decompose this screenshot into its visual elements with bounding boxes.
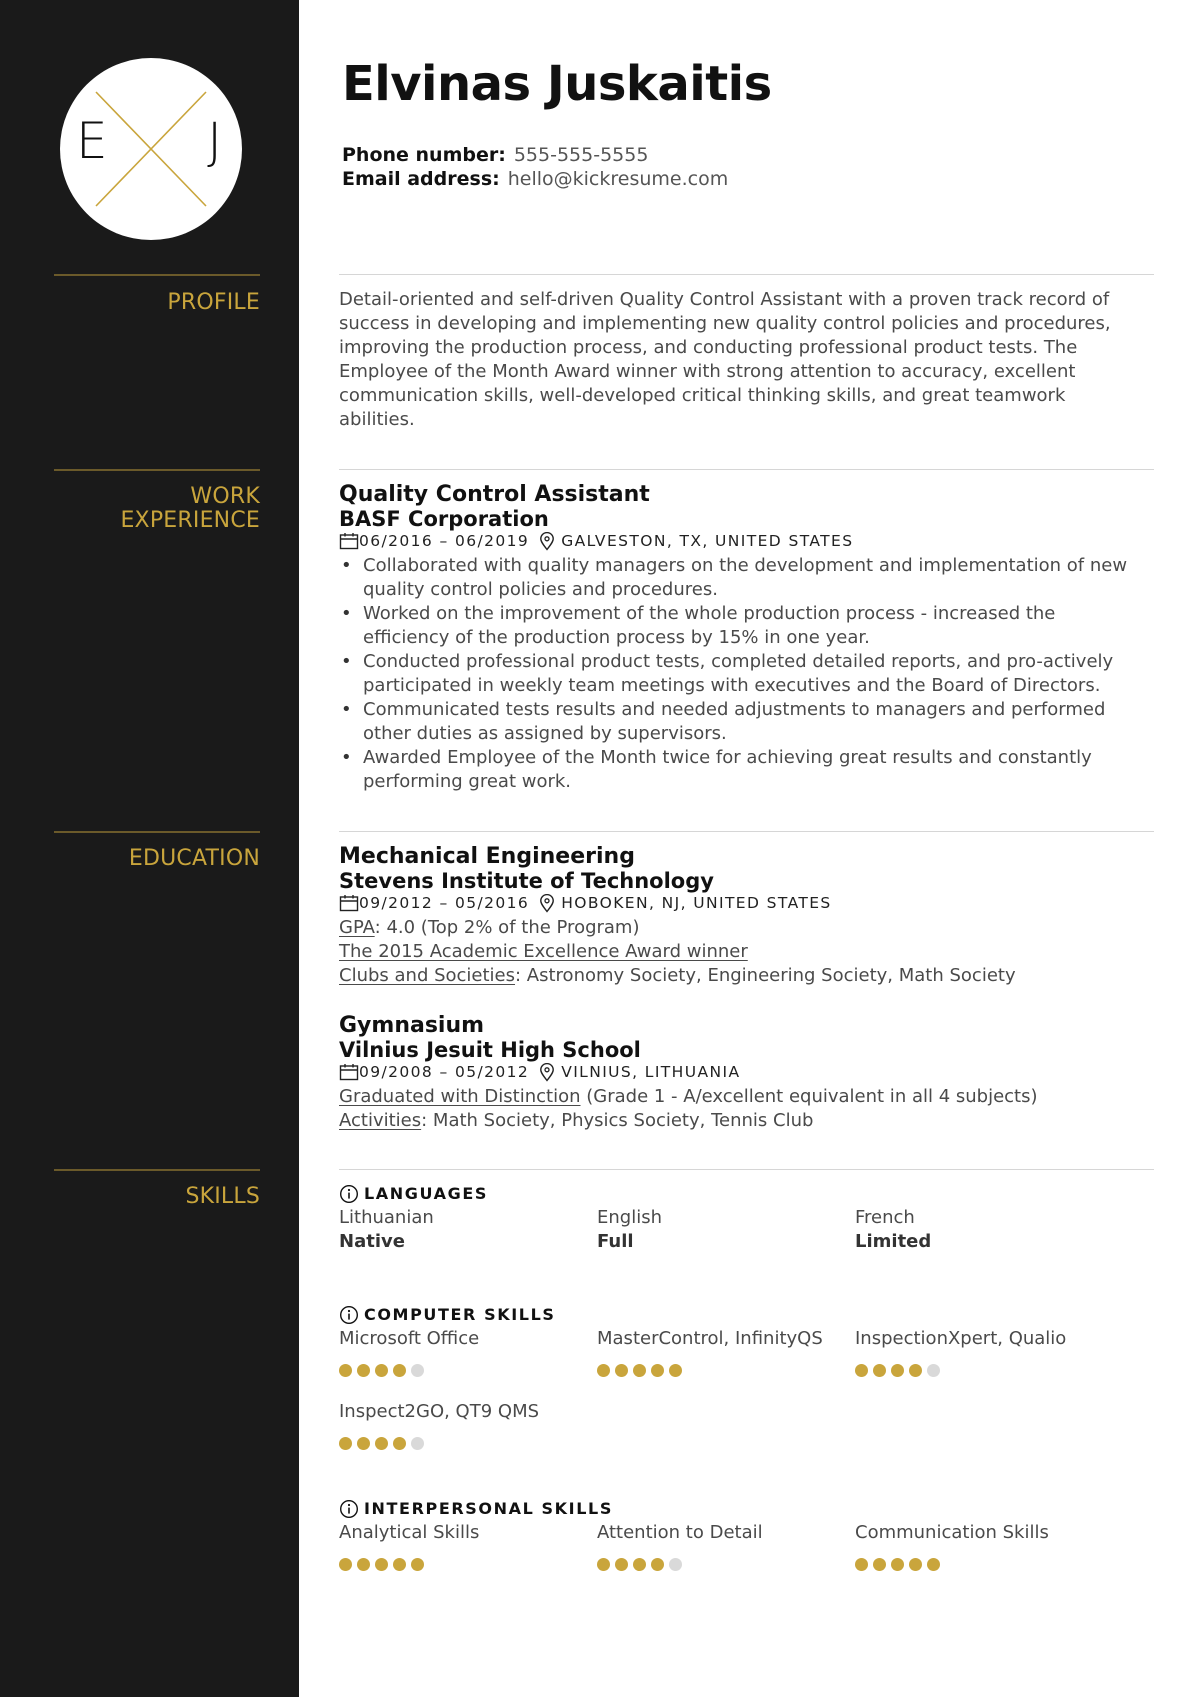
- rating-dot-empty: [927, 1364, 940, 1377]
- education-school: Stevens Institute of Technology: [339, 869, 714, 893]
- language-level: Full: [597, 1231, 634, 1252]
- rating-dot-filled: [633, 1364, 646, 1377]
- rating-dot-filled: [651, 1364, 664, 1377]
- rating-dot-filled: [339, 1364, 352, 1377]
- profile-line: communication skills, well-developed critical thinking skills, and great teamwork: [339, 385, 1066, 406]
- rating-dot-filled: [375, 1437, 388, 1450]
- skill-group-languages: [339, 1184, 488, 1204]
- language-level: Limited: [855, 1231, 932, 1252]
- rating-dot-filled: [339, 1437, 352, 1450]
- rating-dot-filled: [597, 1364, 610, 1377]
- rating-dot-empty: [411, 1437, 424, 1450]
- education-location: HOBOKEN, NJ, UNITED STATES: [561, 894, 832, 912]
- rating-dot-filled: [891, 1364, 904, 1377]
- section-label-skills: SKILLS: [185, 1184, 260, 1209]
- education-award: [339, 940, 748, 964]
- skill-rating: [597, 1558, 682, 1571]
- section-divider: [339, 274, 1154, 275]
- phone-value: 555-555-5555: [513, 144, 649, 166]
- rating-dot-filled: [339, 1558, 352, 1571]
- rating-dot-filled: [633, 1558, 646, 1571]
- location-pin-icon: [539, 1063, 555, 1082]
- bullet-line: participated in weekly team meetings with executives and the Board of Directors.: [363, 675, 1101, 696]
- skill-rating: [339, 1437, 424, 1450]
- skill-name: Inspect2GO, QT9 QMS: [339, 1401, 540, 1422]
- activities-label: Activities: [339, 1110, 422, 1131]
- email-value: hello@kickresume.com: [507, 168, 729, 190]
- list-item: [339, 602, 1129, 650]
- bullet-line: • Communicated tests results and needed adjustments to managers and performed: [363, 699, 1106, 720]
- language-name: Lithuanian: [339, 1207, 434, 1228]
- phone-label: Phone number:: [342, 144, 506, 166]
- list-item: [339, 698, 1129, 746]
- sidebar-divider: [54, 274, 260, 276]
- monogram: [60, 58, 242, 240]
- rating-dot-filled: [855, 1558, 868, 1571]
- location-pin-icon: [539, 894, 555, 913]
- bullet-line: • Conducted professional product tests, completed detailed reports, and pro-actively: [363, 651, 1114, 672]
- rating-dot-filled: [375, 1364, 388, 1377]
- sidebar-divider: [54, 831, 260, 833]
- profile-line: success in developing and implementing new quality control policies and procedures,: [339, 313, 1111, 334]
- location-pin-icon: [539, 532, 555, 551]
- info-icon: [339, 1499, 359, 1519]
- education-dates: 09/2008 – 05/2012: [359, 1063, 530, 1081]
- skill-rating: [597, 1364, 682, 1377]
- section-label-work-1: WORK: [190, 484, 260, 509]
- gpa-label: GPA: [339, 917, 375, 938]
- education-meta: [339, 893, 832, 913]
- language-level: Native: [339, 1231, 405, 1252]
- rating-dot-filled: [909, 1364, 922, 1377]
- monogram-letter-e: E: [76, 112, 108, 170]
- section-label-education: EDUCATION: [128, 846, 260, 871]
- monogram-letter-j: J: [207, 112, 222, 170]
- bullet-line: • Worked on the improvement of the whole production process - increased the: [363, 603, 1056, 624]
- rating-dot-filled: [411, 1558, 424, 1571]
- language-name: English: [597, 1207, 662, 1228]
- rating-dot-filled: [891, 1558, 904, 1571]
- education-activities: [339, 1109, 813, 1133]
- section-divider: [339, 469, 1154, 470]
- education-degree: Mechanical Engineering: [339, 844, 635, 869]
- skill-rating: [339, 1558, 424, 1571]
- profile-line: abilities.: [339, 409, 415, 430]
- rating-dot-filled: [597, 1558, 610, 1571]
- bullet-line: • Collaborated with quality managers on the development and implementation of new: [363, 555, 1128, 576]
- education-school: Vilnius Jesuit High School: [339, 1038, 641, 1062]
- calendar-icon: [339, 1063, 359, 1081]
- language-name: French: [855, 1207, 915, 1228]
- award-text: The 2015 Academic Excellence Award winner: [339, 941, 748, 962]
- rating-dot-filled: [873, 1558, 886, 1571]
- job-dates: 06/2016 – 06/2019: [359, 532, 530, 550]
- gpa-value: : 4.0 (Top 2% of the Program): [374, 917, 640, 938]
- rating-dot-filled: [615, 1364, 628, 1377]
- section-divider: [339, 1169, 1154, 1170]
- bullet-line: quality control policies and procedures.: [363, 579, 718, 600]
- skill-name: InspectionXpert, Qualio: [855, 1328, 1067, 1349]
- list-item: [339, 650, 1129, 698]
- candidate-name: Elvinas Juskaitis: [342, 56, 772, 112]
- bullet-line: performing great work.: [363, 771, 572, 792]
- bullet-line: • Awarded Employee of the Month twice for achieving great results and constantly: [363, 747, 1092, 768]
- clubs-label: Clubs and Societies: [339, 965, 516, 986]
- skill-name: Analytical Skills: [339, 1522, 480, 1543]
- calendar-icon: [339, 894, 359, 912]
- info-icon: [339, 1184, 359, 1204]
- education-degree: Gymnasium: [339, 1013, 485, 1038]
- job-bullets: [339, 554, 1129, 794]
- skill-group-computer: [339, 1305, 556, 1325]
- profile-line: Detail-oriented and self-driven Quality Control Assistant with a proven track record of: [339, 289, 1110, 310]
- sidebar-divider: [54, 1169, 260, 1171]
- rating-dot-filled: [393, 1558, 406, 1571]
- rating-dot-filled: [873, 1364, 886, 1377]
- calendar-icon: [339, 532, 359, 550]
- rating-dot-empty: [669, 1558, 682, 1571]
- info-icon: [339, 1305, 359, 1325]
- skill-name: MasterControl, InfinityQS: [597, 1328, 823, 1349]
- profile-summary: [339, 288, 1129, 432]
- distinction-value: (Grade 1 - A/excellent equivalent in all 4 subjects): [580, 1086, 1038, 1107]
- education-distinction: [339, 1085, 1038, 1109]
- job-meta: [339, 531, 853, 551]
- rating-dot-filled: [669, 1364, 682, 1377]
- skill-group-interpersonal: [339, 1499, 613, 1519]
- clubs-value: : Astronomy Society, Engineering Society, Math Society: [515, 965, 1016, 986]
- section-divider: [339, 831, 1154, 832]
- bullet-line: other duties as assigned by supervisors.: [363, 723, 727, 744]
- sidebar-divider: [54, 469, 260, 471]
- phone-row: [342, 143, 648, 167]
- rating-dot-filled: [375, 1558, 388, 1571]
- rating-dot-filled: [357, 1437, 370, 1450]
- rating-dot-empty: [411, 1364, 424, 1377]
- distinction-label: Graduated with Distinction: [339, 1086, 581, 1107]
- education-gpa: [339, 916, 640, 940]
- education-meta: [339, 1062, 740, 1082]
- education-dates: 09/2012 – 05/2016: [359, 894, 530, 912]
- activities-value: : Math Society, Physics Society, Tennis Club: [421, 1110, 814, 1131]
- rating-dot-filled: [357, 1558, 370, 1571]
- skill-name: Attention to Detail: [597, 1522, 763, 1543]
- rating-dot-filled: [615, 1558, 628, 1571]
- rating-dot-filled: [393, 1364, 406, 1377]
- profile-line: improving the production process, and conducting professional product tests. The: [339, 337, 1078, 358]
- rating-dot-filled: [393, 1437, 406, 1450]
- job-location: GALVESTON, TX, UNITED STATES: [561, 532, 854, 550]
- skill-name: Microsoft Office: [339, 1328, 480, 1349]
- rating-dot-filled: [651, 1558, 664, 1571]
- list-item: [339, 746, 1129, 794]
- skill-group-heading: INTERPERSONAL SKILLS: [364, 1499, 613, 1518]
- email-label: Email address:: [342, 168, 500, 190]
- sidebar: [0, 0, 299, 1697]
- rating-dot-filled: [855, 1364, 868, 1377]
- skill-name: Communication Skills: [855, 1522, 1049, 1543]
- job-title: Quality Control Assistant: [339, 482, 650, 507]
- job-company: BASF Corporation: [339, 507, 549, 531]
- bullet-line: efficiency of the production process by 15% in one year.: [363, 627, 870, 648]
- section-label-work-2: EXPERIENCE: [120, 508, 260, 533]
- skill-group-heading: COMPUTER SKILLS: [364, 1305, 556, 1324]
- education-clubs: [339, 964, 1016, 988]
- skill-group-heading: LANGUAGES: [364, 1184, 488, 1203]
- list-item: [339, 554, 1129, 602]
- skill-rating: [339, 1364, 424, 1377]
- education-location: VILNIUS, LITHUANIA: [561, 1063, 741, 1081]
- profile-line: Employee of the Month Award winner with strong attention to accuracy, excellent: [339, 361, 1076, 382]
- section-label-profile: PROFILE: [167, 290, 260, 315]
- skill-rating: [855, 1364, 940, 1377]
- skill-rating: [855, 1558, 940, 1571]
- rating-dot-filled: [357, 1364, 370, 1377]
- rating-dot-filled: [927, 1558, 940, 1571]
- email-row: [342, 167, 728, 191]
- rating-dot-filled: [909, 1558, 922, 1571]
